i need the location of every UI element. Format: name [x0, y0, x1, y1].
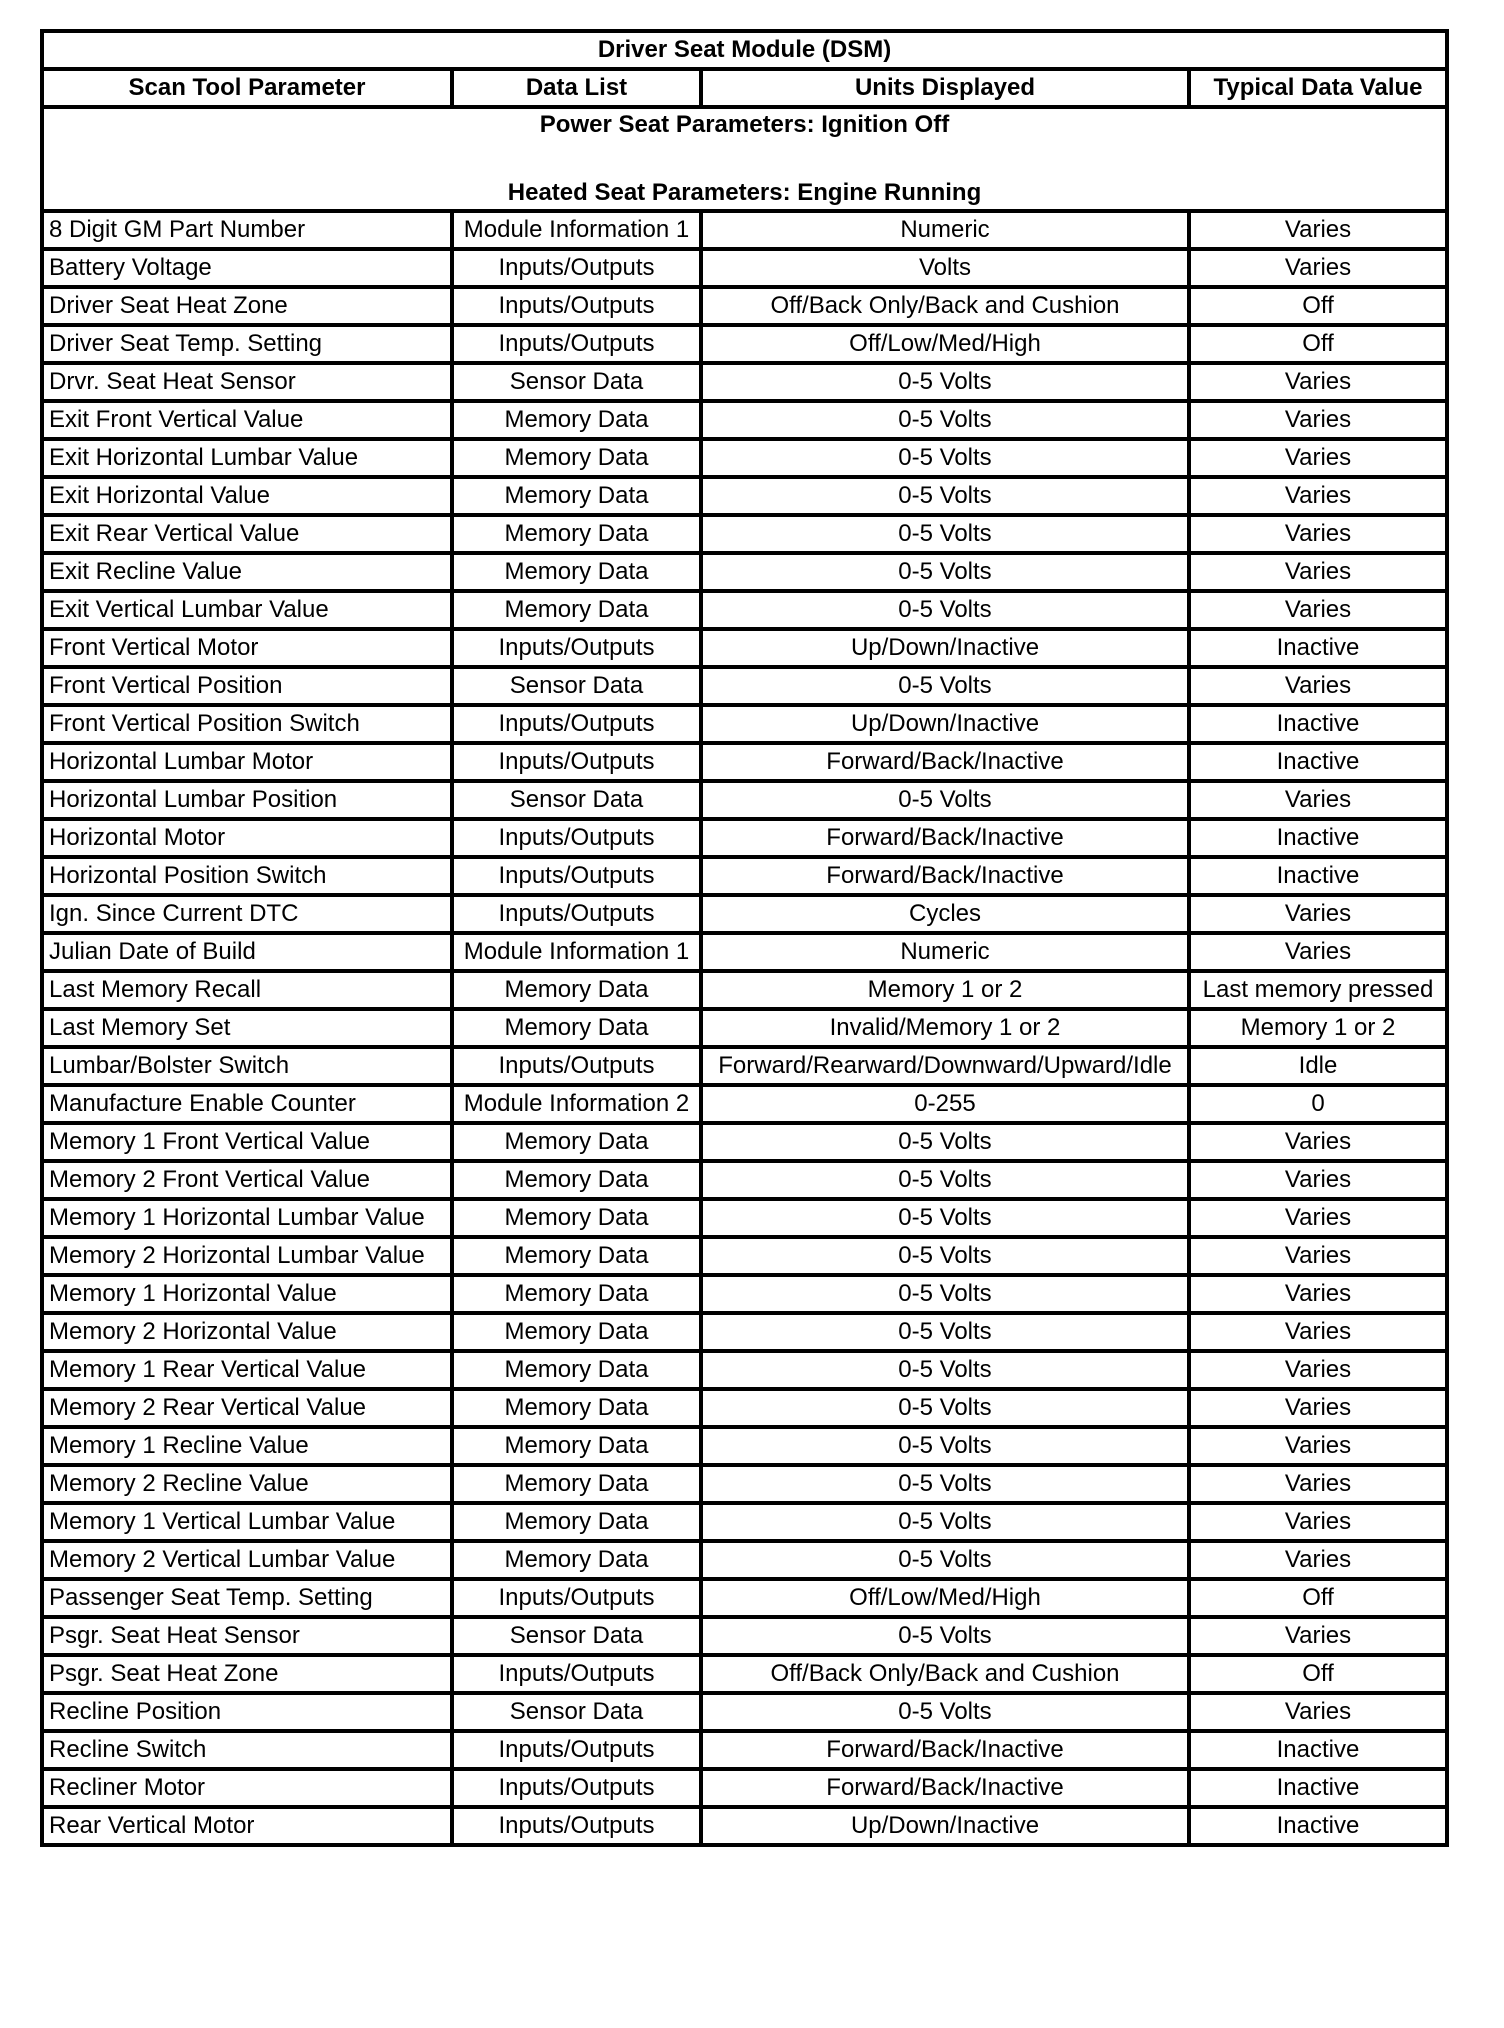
- cell-units-displayed: 0-5 Volts: [701, 1199, 1189, 1237]
- table-row: [42, 591, 1447, 629]
- cell-scan-tool-parameter: Front Vertical Position Switch: [42, 705, 452, 743]
- cell-data-list: Memory Data: [452, 1161, 701, 1199]
- table-row: [42, 1161, 1447, 1199]
- cell-scan-tool-parameter: 8 Digit GM Part Number: [42, 211, 452, 249]
- cell-data-list: Inputs/Outputs: [452, 705, 701, 743]
- table-row: [42, 553, 1447, 591]
- cell-data-list: Memory Data: [452, 1009, 701, 1047]
- table-row: [42, 667, 1447, 705]
- cell-data-list: Memory Data: [452, 1199, 701, 1237]
- table-row: [42, 1009, 1447, 1047]
- table-row: [42, 515, 1447, 553]
- cell-typical-data-value: Varies: [1189, 401, 1447, 439]
- cell-typical-data-value: Varies: [1189, 439, 1447, 477]
- table-row: [42, 781, 1447, 819]
- cell-scan-tool-parameter: Drvr. Seat Heat Sensor: [42, 363, 452, 401]
- cell-data-list: Memory Data: [452, 553, 701, 591]
- cell-scan-tool-parameter: Recline Switch: [42, 1731, 452, 1769]
- cell-units-displayed: Off/Low/Med/High: [701, 325, 1189, 363]
- cell-units-displayed: Forward/Rearward/Downward/Upward/Idle: [701, 1047, 1189, 1085]
- cell-data-list: Memory Data: [452, 477, 701, 515]
- cell-typical-data-value: Varies: [1189, 1503, 1447, 1541]
- section-note-row: [42, 107, 1447, 211]
- cell-scan-tool-parameter: Memory 2 Front Vertical Value: [42, 1161, 452, 1199]
- cell-units-displayed: 0-5 Volts: [701, 363, 1189, 401]
- cell-typical-data-value: Inactive: [1189, 857, 1447, 895]
- cell-typical-data-value: Varies: [1189, 1617, 1447, 1655]
- cell-scan-tool-parameter: Memory 1 Recline Value: [42, 1427, 452, 1465]
- cell-data-list: Inputs/Outputs: [452, 743, 701, 781]
- cell-units-displayed: Up/Down/Inactive: [701, 629, 1189, 667]
- cell-typical-data-value: Varies: [1189, 591, 1447, 629]
- table-row: [42, 477, 1447, 515]
- cell-scan-tool-parameter: Memory 1 Rear Vertical Value: [42, 1351, 452, 1389]
- cell-units-displayed: Off/Back Only/Back and Cushion: [701, 287, 1189, 325]
- table-row: [42, 933, 1447, 971]
- cell-scan-tool-parameter: Driver Seat Heat Zone: [42, 287, 452, 325]
- section-note: [42, 107, 1447, 211]
- table-row: [42, 363, 1447, 401]
- table-row: [42, 1693, 1447, 1731]
- cell-units-displayed: Forward/Back/Inactive: [701, 1731, 1189, 1769]
- cell-typical-data-value: Varies: [1189, 933, 1447, 971]
- cell-units-displayed: Cycles: [701, 895, 1189, 933]
- table-row: [42, 1769, 1447, 1807]
- cell-scan-tool-parameter: Passenger Seat Temp. Setting: [42, 1579, 452, 1617]
- cell-data-list: Inputs/Outputs: [452, 1655, 701, 1693]
- cell-typical-data-value: Varies: [1189, 249, 1447, 287]
- cell-units-displayed: 0-5 Volts: [701, 1275, 1189, 1313]
- cell-data-list: Memory Data: [452, 1389, 701, 1427]
- cell-data-list: Memory Data: [452, 401, 701, 439]
- cell-typical-data-value: Varies: [1189, 363, 1447, 401]
- cell-data-list: Memory Data: [452, 515, 701, 553]
- cell-typical-data-value: Inactive: [1189, 705, 1447, 743]
- cell-typical-data-value: Varies: [1189, 1465, 1447, 1503]
- cell-data-list: Memory Data: [452, 1123, 701, 1161]
- cell-units-displayed: Off/Low/Med/High: [701, 1579, 1189, 1617]
- cell-scan-tool-parameter: Memory 2 Vertical Lumbar Value: [42, 1541, 452, 1579]
- cell-scan-tool-parameter: Horizontal Lumbar Motor: [42, 743, 452, 781]
- column-header-row: [42, 69, 1447, 107]
- cell-data-list: Memory Data: [452, 1427, 701, 1465]
- cell-typical-data-value: Varies: [1189, 1237, 1447, 1275]
- cell-units-displayed: 0-5 Volts: [701, 1427, 1189, 1465]
- table-row: [42, 1465, 1447, 1503]
- table-row: [42, 629, 1447, 667]
- cell-data-list: Sensor Data: [452, 1693, 701, 1731]
- cell-units-displayed: Up/Down/Inactive: [701, 705, 1189, 743]
- cell-scan-tool-parameter: Exit Front Vertical Value: [42, 401, 452, 439]
- table-row: [42, 705, 1447, 743]
- cell-units-displayed: Forward/Back/Inactive: [701, 743, 1189, 781]
- cell-typical-data-value: Varies: [1189, 477, 1447, 515]
- table-row: [42, 1617, 1447, 1655]
- cell-typical-data-value: Memory 1 or 2: [1189, 1009, 1447, 1047]
- table-row: [42, 1427, 1447, 1465]
- cell-typical-data-value: Varies: [1189, 515, 1447, 553]
- table-row: [42, 439, 1447, 477]
- cell-units-displayed: Forward/Back/Inactive: [701, 1769, 1189, 1807]
- cell-typical-data-value: Off: [1189, 287, 1447, 325]
- cell-scan-tool-parameter: Last Memory Set: [42, 1009, 452, 1047]
- cell-scan-tool-parameter: Horizontal Position Switch: [42, 857, 452, 895]
- cell-scan-tool-parameter: Memory 1 Vertical Lumbar Value: [42, 1503, 452, 1541]
- cell-data-list: Memory Data: [452, 1351, 701, 1389]
- cell-typical-data-value: Off: [1189, 1655, 1447, 1693]
- cell-scan-tool-parameter: Exit Recline Value: [42, 553, 452, 591]
- cell-units-displayed: Numeric: [701, 933, 1189, 971]
- cell-typical-data-value: Varies: [1189, 781, 1447, 819]
- cell-data-list: Inputs/Outputs: [452, 895, 701, 933]
- cell-units-displayed: Volts: [701, 249, 1189, 287]
- cell-units-displayed: Invalid/Memory 1 or 2: [701, 1009, 1189, 1047]
- cell-data-list: Memory Data: [452, 971, 701, 1009]
- cell-scan-tool-parameter: Horizontal Motor: [42, 819, 452, 857]
- cell-typical-data-value: Varies: [1189, 1351, 1447, 1389]
- table-body: [42, 211, 1447, 1845]
- cell-units-displayed: 0-5 Volts: [701, 1617, 1189, 1655]
- header-typical-data-value: Typical Data Value: [1189, 69, 1447, 107]
- table-row: [42, 1503, 1447, 1541]
- cell-units-displayed: Off/Back Only/Back and Cushion: [701, 1655, 1189, 1693]
- table-row: [42, 971, 1447, 1009]
- cell-typical-data-value: Varies: [1189, 553, 1447, 591]
- cell-typical-data-value: Inactive: [1189, 629, 1447, 667]
- table-row: [42, 1579, 1447, 1617]
- section-note-heated-seat: Heated Seat Parameters: Engine Running: [507, 179, 982, 206]
- table-row: [42, 1275, 1447, 1313]
- cell-data-list: Sensor Data: [452, 781, 701, 819]
- cell-data-list: Module Information 2: [452, 1085, 701, 1123]
- cell-scan-tool-parameter: Psgr. Seat Heat Zone: [42, 1655, 452, 1693]
- table-row: [42, 1389, 1447, 1427]
- cell-typical-data-value: Last memory pressed: [1189, 971, 1447, 1009]
- cell-scan-tool-parameter: Memory 2 Rear Vertical Value: [42, 1389, 452, 1427]
- cell-data-list: Inputs/Outputs: [452, 1769, 701, 1807]
- cell-units-displayed: Up/Down/Inactive: [701, 1807, 1189, 1845]
- cell-data-list: Memory Data: [452, 1503, 701, 1541]
- cell-typical-data-value: Varies: [1189, 667, 1447, 705]
- cell-data-list: Memory Data: [452, 1237, 701, 1275]
- cell-typical-data-value: Inactive: [1189, 743, 1447, 781]
- cell-units-displayed: 0-5 Volts: [701, 1389, 1189, 1427]
- cell-units-displayed: 0-5 Volts: [701, 1503, 1189, 1541]
- cell-data-list: Memory Data: [452, 1275, 701, 1313]
- cell-scan-tool-parameter: Psgr. Seat Heat Sensor: [42, 1617, 452, 1655]
- table-row: [42, 1655, 1447, 1693]
- cell-data-list: Module Information 1: [452, 211, 701, 249]
- cell-units-displayed: 0-5 Volts: [701, 439, 1189, 477]
- cell-scan-tool-parameter: Exit Rear Vertical Value: [42, 515, 452, 553]
- cell-scan-tool-parameter: Ign. Since Current DTC: [42, 895, 452, 933]
- cell-data-list: Memory Data: [452, 1541, 701, 1579]
- cell-typical-data-value: Varies: [1189, 1541, 1447, 1579]
- cell-units-displayed: 0-255: [701, 1085, 1189, 1123]
- cell-scan-tool-parameter: Driver Seat Temp. Setting: [42, 325, 452, 363]
- table-row: [42, 1351, 1447, 1389]
- cell-typical-data-value: Varies: [1189, 1199, 1447, 1237]
- cell-data-list: Sensor Data: [452, 363, 701, 401]
- cell-typical-data-value: Varies: [1189, 1123, 1447, 1161]
- cell-data-list: Memory Data: [452, 591, 701, 629]
- table-row: [42, 1199, 1447, 1237]
- cell-units-displayed: 0-5 Volts: [701, 1313, 1189, 1351]
- cell-units-displayed: 0-5 Volts: [701, 781, 1189, 819]
- cell-units-displayed: 0-5 Volts: [701, 553, 1189, 591]
- cell-scan-tool-parameter: Horizontal Lumbar Position: [42, 781, 452, 819]
- header-data-list: Data List: [452, 69, 701, 107]
- dsm-data-table: [40, 29, 1449, 1847]
- header-scan-tool-parameter: Scan Tool Parameter: [42, 69, 452, 107]
- table-row: [42, 819, 1447, 857]
- cell-units-displayed: 0-5 Volts: [701, 1351, 1189, 1389]
- cell-units-displayed: Memory 1 or 2: [701, 971, 1189, 1009]
- table-title: Driver Seat Module (DSM): [42, 31, 1447, 69]
- cell-data-list: Inputs/Outputs: [452, 287, 701, 325]
- cell-data-list: Inputs/Outputs: [452, 857, 701, 895]
- cell-typical-data-value: 0: [1189, 1085, 1447, 1123]
- table-row: [42, 1237, 1447, 1275]
- cell-units-displayed: Forward/Back/Inactive: [701, 857, 1189, 895]
- cell-data-list: Inputs/Outputs: [452, 819, 701, 857]
- table-row: [42, 211, 1447, 249]
- cell-scan-tool-parameter: Memory 2 Horizontal Lumbar Value: [42, 1237, 452, 1275]
- cell-scan-tool-parameter: Front Vertical Position: [42, 667, 452, 705]
- cell-scan-tool-parameter: Memory 2 Horizontal Value: [42, 1313, 452, 1351]
- cell-scan-tool-parameter: Front Vertical Motor: [42, 629, 452, 667]
- cell-scan-tool-parameter: Exit Vertical Lumbar Value: [42, 591, 452, 629]
- cell-scan-tool-parameter: Julian Date of Build: [42, 933, 452, 971]
- cell-data-list: Sensor Data: [452, 1617, 701, 1655]
- cell-scan-tool-parameter: Lumbar/Bolster Switch: [42, 1047, 452, 1085]
- cell-units-displayed: 0-5 Volts: [701, 401, 1189, 439]
- cell-typical-data-value: Idle: [1189, 1047, 1447, 1085]
- cell-scan-tool-parameter: Memory 1 Horizontal Value: [42, 1275, 452, 1313]
- cell-units-displayed: 0-5 Volts: [701, 477, 1189, 515]
- table-row: [42, 1807, 1447, 1845]
- cell-scan-tool-parameter: Memory 1 Horizontal Lumbar Value: [42, 1199, 452, 1237]
- header-units-displayed: Units Displayed: [701, 69, 1189, 107]
- cell-typical-data-value: Varies: [1189, 1275, 1447, 1313]
- cell-data-list: Module Information 1: [452, 933, 701, 971]
- cell-typical-data-value: Varies: [1189, 1161, 1447, 1199]
- table-row: [42, 401, 1447, 439]
- cell-typical-data-value: Inactive: [1189, 1769, 1447, 1807]
- cell-data-list: Inputs/Outputs: [452, 629, 701, 667]
- cell-units-displayed: Numeric: [701, 211, 1189, 249]
- table-row: [42, 1085, 1447, 1123]
- table-row: [42, 1541, 1447, 1579]
- table-row: [42, 1731, 1447, 1769]
- cell-typical-data-value: Varies: [1189, 1389, 1447, 1427]
- cell-scan-tool-parameter: Last Memory Recall: [42, 971, 452, 1009]
- cell-data-list: Memory Data: [452, 439, 701, 477]
- cell-scan-tool-parameter: Rear Vertical Motor: [42, 1807, 452, 1845]
- cell-scan-tool-parameter: Memory 1 Front Vertical Value: [42, 1123, 452, 1161]
- table-row: [42, 895, 1447, 933]
- cell-data-list: Inputs/Outputs: [452, 1807, 701, 1845]
- cell-units-displayed: 0-5 Volts: [701, 1161, 1189, 1199]
- cell-data-list: Memory Data: [452, 1465, 701, 1503]
- cell-data-list: Inputs/Outputs: [452, 325, 701, 363]
- table-row: [42, 287, 1447, 325]
- cell-data-list: Inputs/Outputs: [452, 249, 701, 287]
- cell-units-displayed: 0-5 Volts: [701, 667, 1189, 705]
- cell-units-displayed: 0-5 Volts: [701, 515, 1189, 553]
- cell-data-list: Sensor Data: [452, 667, 701, 705]
- table-row: [42, 857, 1447, 895]
- table-row: [42, 743, 1447, 781]
- table-row: [42, 1123, 1447, 1161]
- cell-typical-data-value: Inactive: [1189, 819, 1447, 857]
- cell-typical-data-value: Off: [1189, 325, 1447, 363]
- cell-typical-data-value: Varies: [1189, 1427, 1447, 1465]
- table-title-row: [42, 31, 1447, 69]
- table-row: [42, 1313, 1447, 1351]
- cell-typical-data-value: Inactive: [1189, 1807, 1447, 1845]
- table-row: [42, 1047, 1447, 1085]
- cell-typical-data-value: Off: [1189, 1579, 1447, 1617]
- cell-scan-tool-parameter: Recliner Motor: [42, 1769, 452, 1807]
- section-note-power-seat: Power Seat Parameters: Ignition Off: [539, 111, 950, 138]
- cell-units-displayed: 0-5 Volts: [701, 1693, 1189, 1731]
- cell-scan-tool-parameter: Memory 2 Recline Value: [42, 1465, 452, 1503]
- table-row: [42, 325, 1447, 363]
- cell-scan-tool-parameter: Manufacture Enable Counter: [42, 1085, 452, 1123]
- cell-units-displayed: 0-5 Volts: [701, 591, 1189, 629]
- cell-data-list: Inputs/Outputs: [452, 1579, 701, 1617]
- cell-typical-data-value: Varies: [1189, 211, 1447, 249]
- cell-data-list: Inputs/Outputs: [452, 1731, 701, 1769]
- cell-typical-data-value: Inactive: [1189, 1731, 1447, 1769]
- cell-scan-tool-parameter: Exit Horizontal Value: [42, 477, 452, 515]
- cell-units-displayed: Forward/Back/Inactive: [701, 819, 1189, 857]
- cell-units-displayed: 0-5 Volts: [701, 1237, 1189, 1275]
- cell-units-displayed: 0-5 Volts: [701, 1123, 1189, 1161]
- cell-scan-tool-parameter: Battery Voltage: [42, 249, 452, 287]
- cell-data-list: Inputs/Outputs: [452, 1047, 701, 1085]
- table-row: [42, 249, 1447, 287]
- cell-units-displayed: 0-5 Volts: [701, 1541, 1189, 1579]
- cell-units-displayed: 0-5 Volts: [701, 1465, 1189, 1503]
- cell-scan-tool-parameter: Recline Position: [42, 1693, 452, 1731]
- cell-typical-data-value: Varies: [1189, 1313, 1447, 1351]
- cell-data-list: Memory Data: [452, 1313, 701, 1351]
- cell-scan-tool-parameter: Exit Horizontal Lumbar Value: [42, 439, 452, 477]
- cell-typical-data-value: Varies: [1189, 1693, 1447, 1731]
- cell-typical-data-value: Varies: [1189, 895, 1447, 933]
